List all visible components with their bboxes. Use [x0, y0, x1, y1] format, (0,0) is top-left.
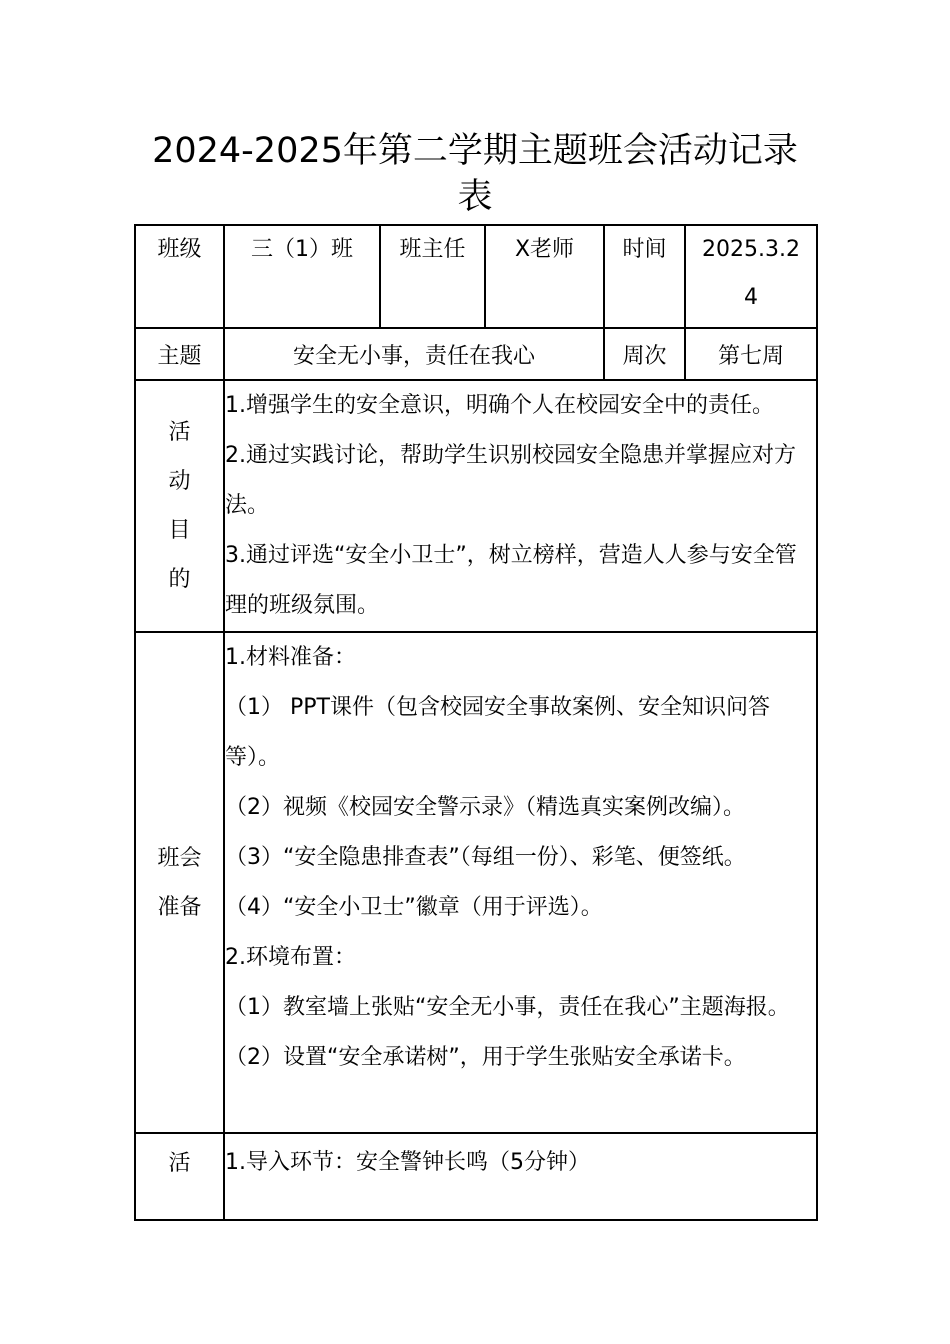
- preparation-item: （3）“安全隐患排查表”（每组一份）、彩笔、便签纸。: [225, 845, 746, 870]
- table-row-theme: [135, 328, 817, 380]
- preparation-item: （2）视频《校园安全警示录》（精选真实案例改编）。: [225, 795, 745, 820]
- page-title: [130, 128, 820, 220]
- preparation-item: （1）教室墙上张贴“安全无小事，责任在我心”主题海报。: [225, 995, 790, 1020]
- class-label: 班级: [135, 225, 224, 328]
- purpose-content: [224, 380, 817, 632]
- title-line-2: 表: [457, 177, 493, 217]
- time-value: [685, 225, 817, 328]
- preparation-item: （2）设置“安全承诺树”，用于学生张贴安全承诺卡。: [225, 1045, 746, 1070]
- time-value-line-1: 2025.3.2: [702, 237, 800, 262]
- time-label: 时间: [604, 225, 685, 328]
- teacher-value: X老师: [485, 225, 604, 328]
- class-value: 三（1）班: [224, 225, 380, 328]
- purpose-item: 3.通过评选“安全小卫士”，树立榜样，营造人人参与安全管理的班级氛围。: [225, 543, 797, 618]
- purpose-item: 1.增强学生的安全意识，明确个人在校园安全中的责任。: [225, 393, 774, 418]
- process-label: 活: [135, 1133, 224, 1220]
- preparation-item: （4）“安全小卫士”徽章（用于评选）。: [225, 895, 603, 920]
- theme-value: 安全无小事，责任在我心: [224, 328, 604, 380]
- process-content: [224, 1133, 817, 1220]
- preparation-label: [135, 632, 224, 1133]
- purpose-label-char: 动: [168, 469, 191, 494]
- preparation-label-line-2: 准备: [157, 894, 202, 920]
- purpose-label: [135, 380, 224, 632]
- table-row-preparation: [135, 632, 817, 1133]
- process-item: 1.导入环节：安全警钟长鸣（5分钟）: [225, 1150, 590, 1175]
- preparation-content: [224, 632, 817, 1133]
- table-row-process: [135, 1133, 817, 1220]
- purpose-label-char: 目: [168, 518, 191, 543]
- table-row-info: [135, 225, 817, 328]
- title-line-1: 2024-2025年第二学期主题班会活动记录: [152, 131, 798, 171]
- purpose-label-char: 的: [168, 567, 191, 592]
- teacher-label: 班主任: [380, 225, 485, 328]
- theme-label: 主题: [135, 328, 224, 380]
- time-value-line-2: 4: [744, 285, 758, 310]
- record-table: [134, 224, 818, 1221]
- table-row-purpose: [135, 380, 817, 632]
- purpose-item: 2.通过实践讨论，帮助学生识别校园安全隐患并掌握应对方法。: [225, 443, 796, 518]
- week-value: 第七周: [685, 328, 817, 380]
- preparation-item: （1） PPT课件（包含校园安全事故案例、安全知识问答等）。: [225, 695, 770, 770]
- preparation-item: 1.材料准备：: [225, 645, 356, 670]
- preparation-item: 2.环境布置：: [225, 945, 356, 970]
- preparation-label-line-1: 班会: [157, 845, 202, 871]
- week-label: 周次: [604, 328, 685, 380]
- purpose-label-char: 活: [168, 420, 191, 445]
